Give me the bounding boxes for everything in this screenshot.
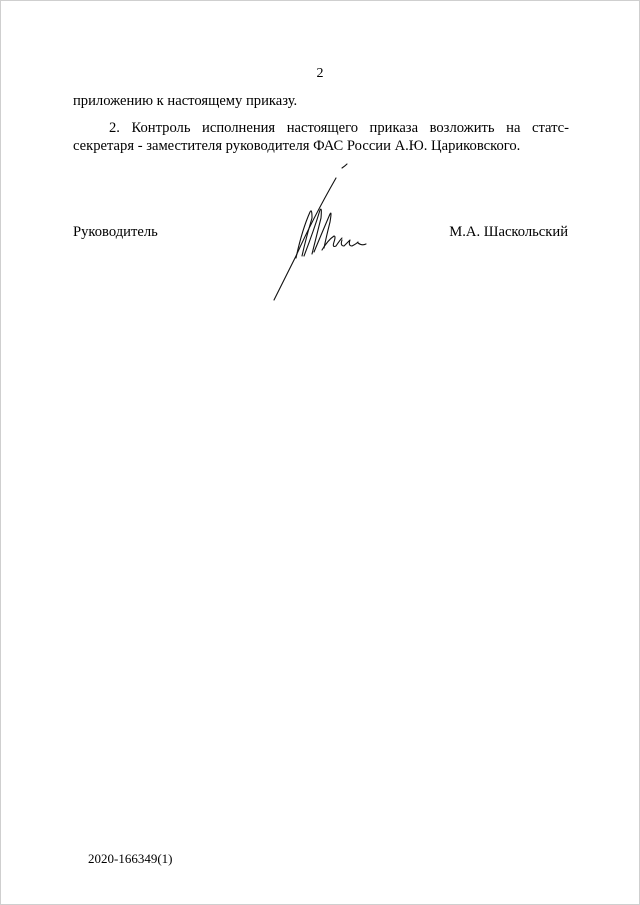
document-id: 2020-166349(1) <box>88 851 173 866</box>
signatory-title: Руководитель <box>73 224 158 240</box>
paragraph-2 <box>73 119 569 155</box>
paragraph-2-line-2: секретаря - заместителя руководителя ФАС России А.Ю. Цариковского. <box>73 138 521 154</box>
paragraph-1-tail: приложению к настоящему приказу. <box>73 93 298 109</box>
signatory-name: М.А. Шаскольский <box>449 224 568 240</box>
paragraph-2-line-1: 2. Контроль исполнения настоящего приказа возложить на статс- <box>109 120 569 136</box>
signature-icon <box>262 160 372 305</box>
page-number: 2 <box>316 66 324 81</box>
